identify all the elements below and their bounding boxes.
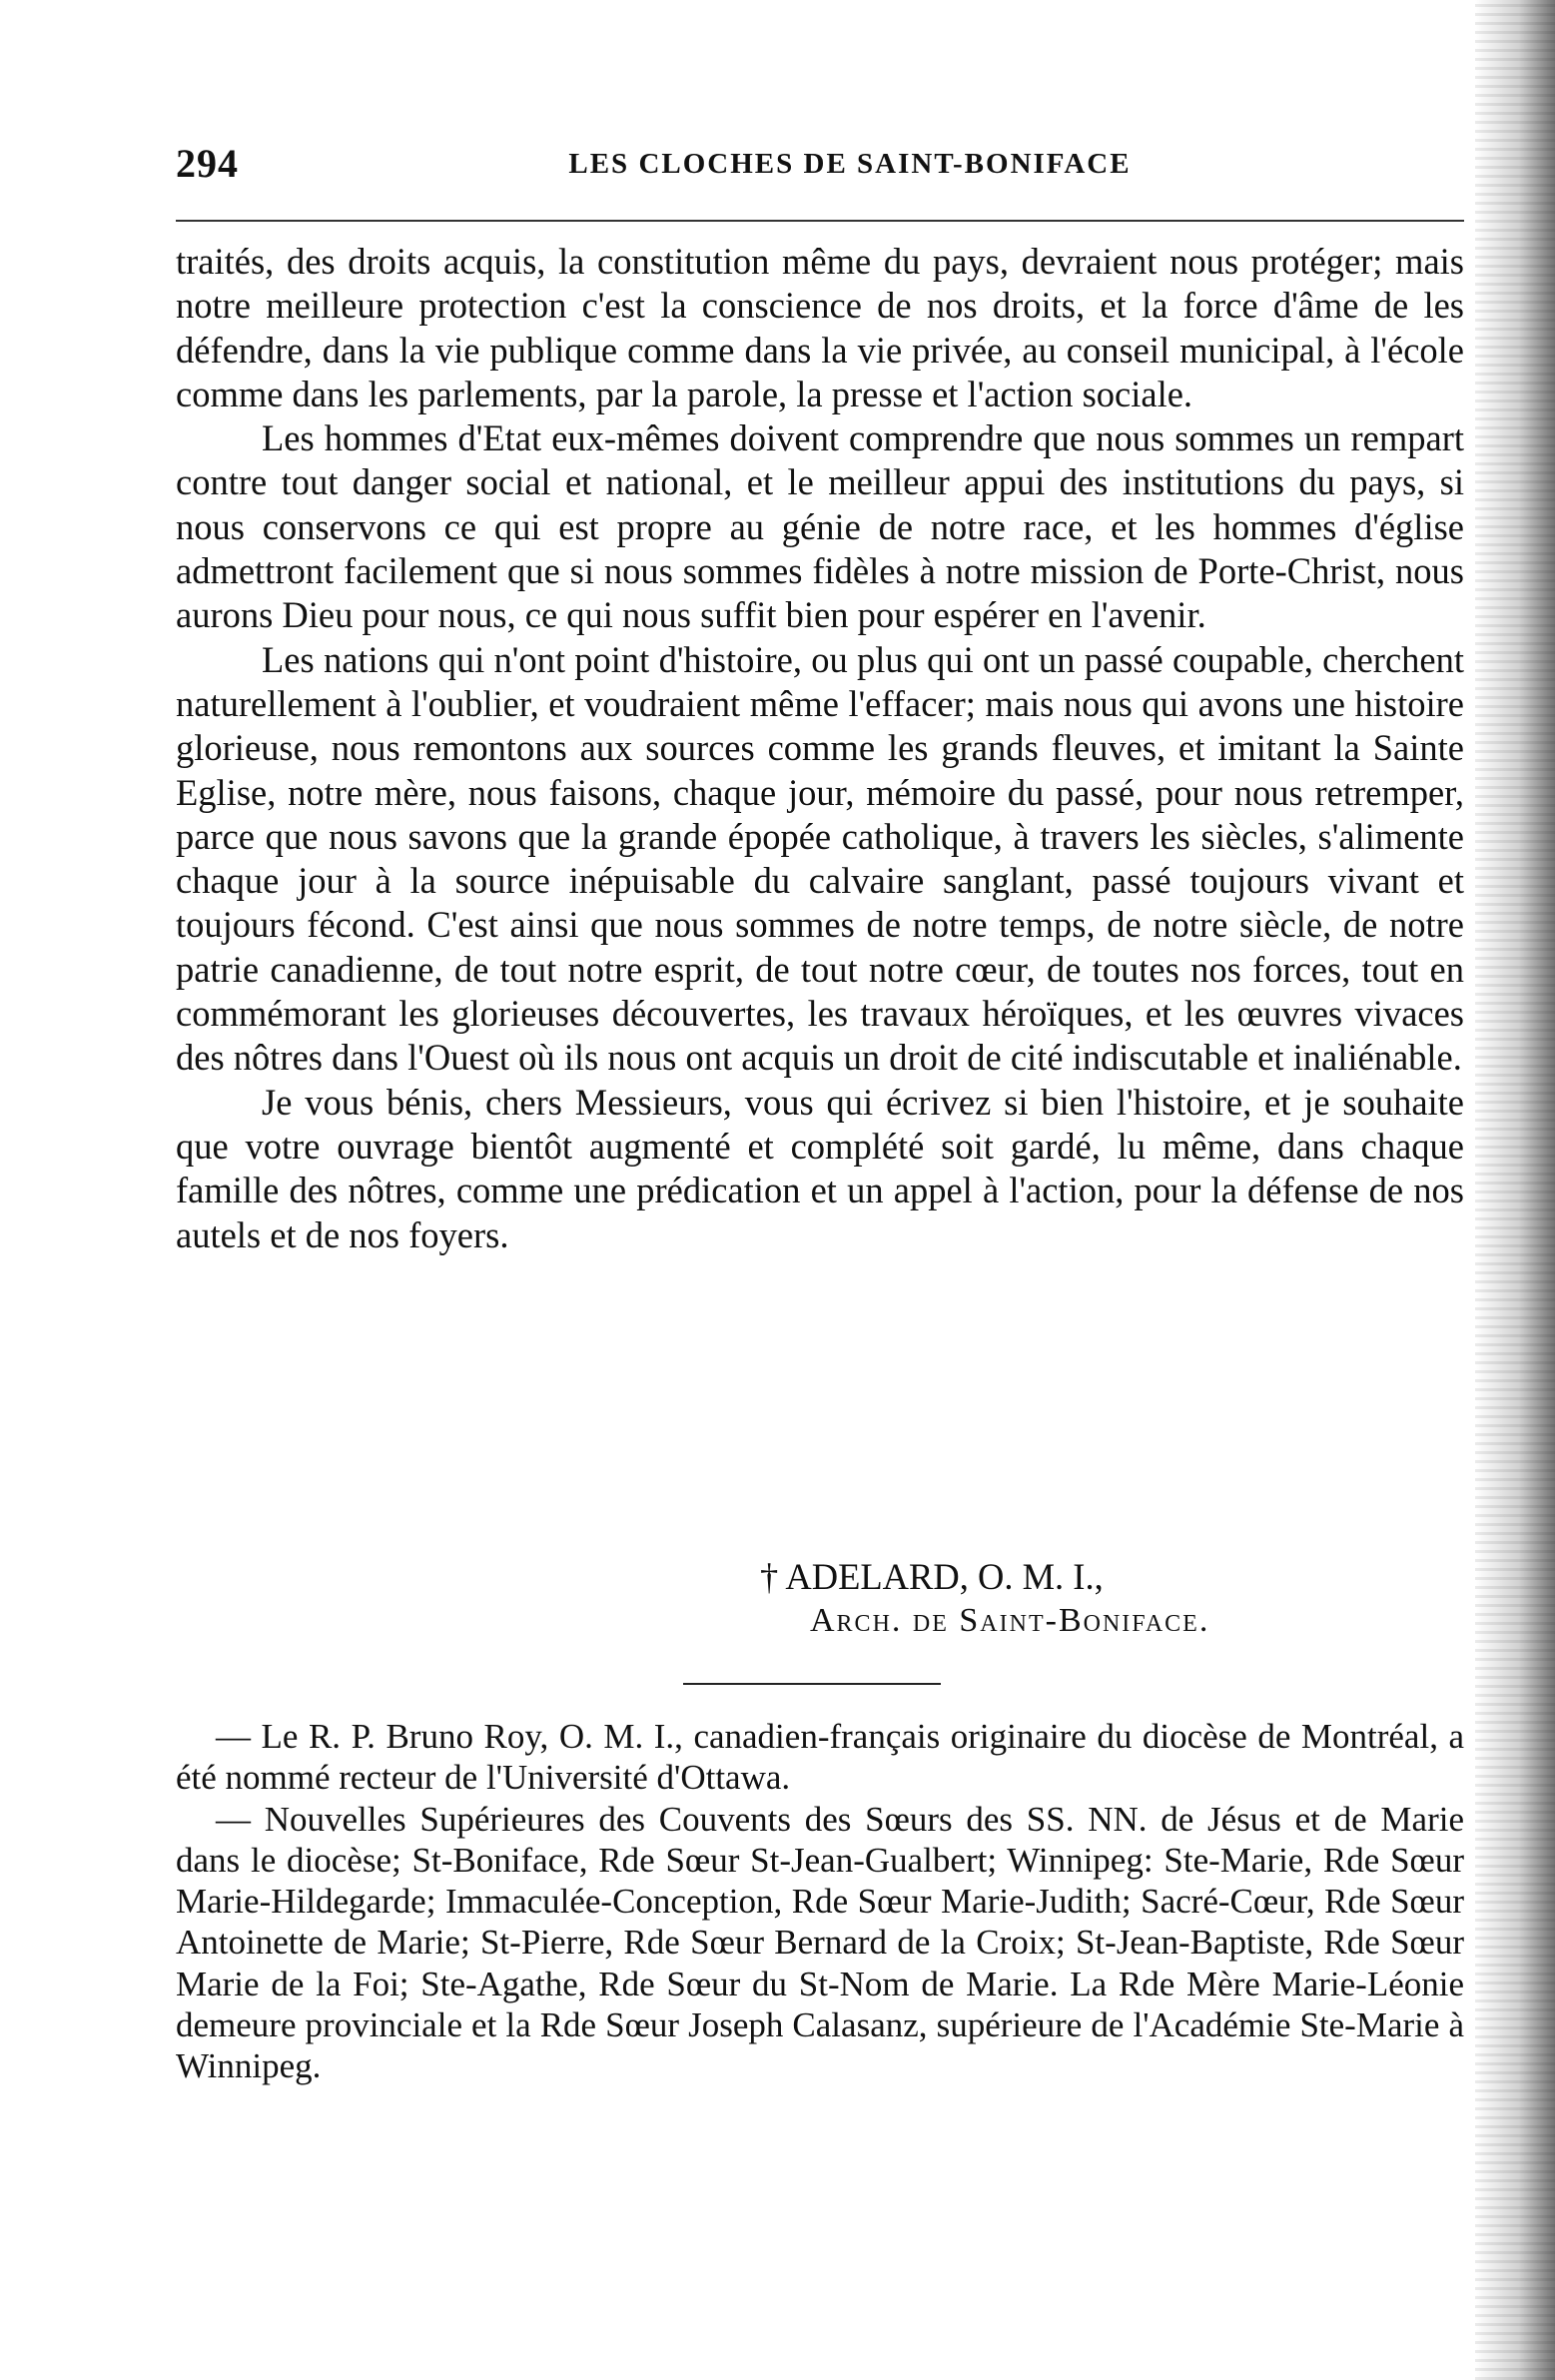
paragraph: Les hommes d'Etat eux-mêmes doivent comprendre que nous sommes un rempart contre tout danger social et national, et le meilleur appui des institutions du pays, si nous conservons ce qui est propre au génie de notre race, et les hommes d'église admettront facilement que si nous sommes fidèles à notre mission de Porte-Christ, nous aurons Dieu pour nous, ce qui nous suffit bien pour espérer en l'avenir.	[176, 417, 1464, 636]
signature-title: Arch. de Saint-Boniface.	[810, 1602, 1210, 1639]
paragraph: traités, des droits acquis, la constitution même du pays, devraient nous protéger; mais notre meilleure protection c'est la conscience de nos droits, et la force d'âme de les défendre, dans la vie publique comme dans la vie privée, au conseil municipal, à l'école comme dans les parlements, par la parole, la presse et l'action sociale.	[176, 241, 1464, 414]
signature-block	[176, 1555, 1464, 1643]
header-rule	[176, 220, 1464, 222]
section-divider	[683, 1683, 941, 1685]
page-header	[176, 140, 1464, 190]
main-text	[176, 240, 1464, 1257]
scanned-page-edge	[1475, 0, 1555, 2380]
news-notes	[176, 1716, 1464, 2087]
paragraph: Je vous bénis, chers Messieurs, vous qui écrivez si bien l'histoire, et je souhaite que votre ouvrage bientôt augmenté et complété soit gardé, lu même, dans chaque famille des nôtres, comme une prédication et un appel à l'action, pour la défense de nos autels et de nos foyers.	[176, 1081, 1464, 1255]
running-title: LES CLOCHES DE SAINT-BONIFACE	[568, 148, 1132, 180]
note-item: — Le R. P. Bruno Roy, O. M. I., canadien-français originaire du diocèse de Montréal, a été nommé recteur de l'Université d'Ottawa.	[176, 1717, 1464, 1798]
signature-name: † ADELARD, O. M. I.,	[760, 1556, 1104, 1597]
page-number: 294	[176, 141, 239, 186]
note-item: — Nouvelles Supérieures des Couvents des Sœurs des SS. NN. de Jésus et de Marie dans le diocèse; St-Boniface, Rde Sœur St-Jean-Gualbert; Winnipeg: Ste-Marie, Rde Sœur Marie-Hildegarde; Immaculée-Conception, Rde Sœur Marie-Judith; Sacré-Cœur, Rde Sœur Antoinette de Marie; St-Pierre, Rde Sœur Bernard de la Croix; St-Jean-Baptiste, Rde Sœur Marie de la Foi; Ste-Agathe, Rde Sœur du St-Nom de Marie. La Rde Mère Marie-Léonie demeure provinciale et la Rde Sœur Joseph Calasanz, supérieure de l'Académie Ste-Marie à Winnipeg.	[176, 1799, 1464, 2086]
paragraph: Les nations qui n'ont point d'histoire, ou plus qui ont un passé coupable, cherchent naturellement à l'oublier, et voudraient même l'effacer; mais nous qui avons une histoire glorieuse, nous remontons aux sources comme les grands fleuves, et imitant la Sainte Eglise, notre mère, nous faisons, chaque jour, mémoire du passé, pour nous retremper, parce que nous savons que la grande épopée catholique, à travers les siècles, s'alimente chaque jour à la source inépuisable du calvaire sanglant, passé toujours vivant et toujours fécond. C'est ainsi que nous sommes de notre temps, de notre siècle, de notre patrie canadienne, de tout notre esprit, de tout notre cœur, de toutes nos forces, tout en commémorant les glorieuses découvertes, les travaux héroïques, et les œuvres vivaces des nôtres dans l'Ouest où ils nous ont acquis un droit de cité indiscutable et inaliénable.	[176, 638, 1464, 1079]
